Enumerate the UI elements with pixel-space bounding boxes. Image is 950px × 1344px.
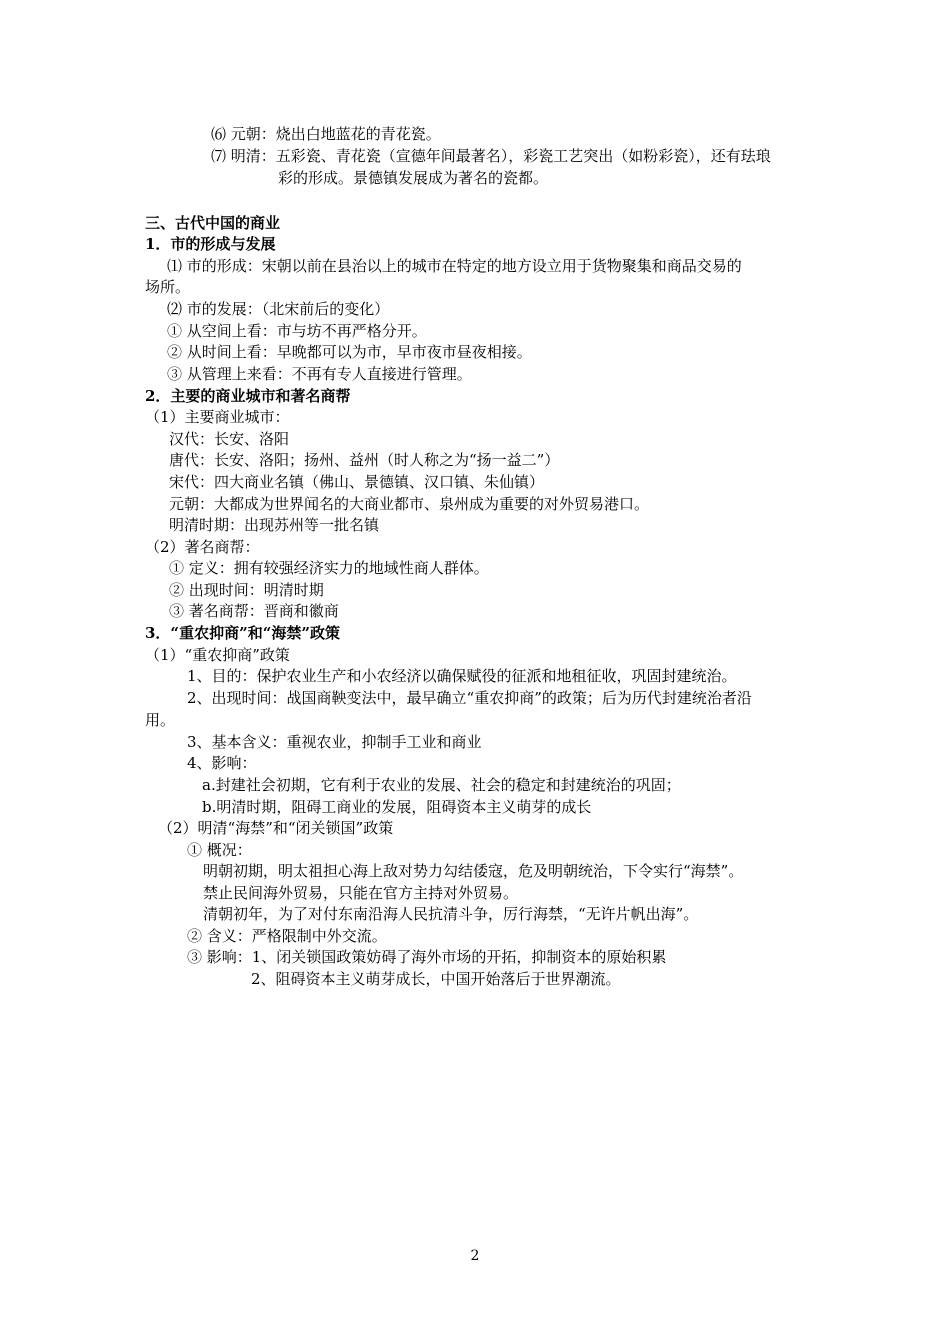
- text-line: 禁止民间海外贸易，只能在官方主持对外贸易。: [203, 884, 519, 902]
- text-line: 清朝初年，为了对付东南沿海人民抗清斗争，厉行海禁，“无许片帆出海”。: [203, 905, 699, 923]
- text-line: ① 定义：拥有较强经济实力的地域性商人群体。: [169, 559, 489, 577]
- text-line: ① 概况：: [187, 841, 252, 859]
- text-line: 1、目的：保护农业生产和小农经济以确保赋役的征派和地租征收，巩固封建统治。: [187, 667, 737, 685]
- text-line: ⑹ 元朝：烧出白地蓝花的青花瓷。: [211, 125, 441, 143]
- text-line: 汉代：长安、洛阳: [169, 430, 290, 448]
- text-line: 场所。: [145, 278, 191, 296]
- text-line: ② 出现时间：明清时期: [169, 581, 324, 599]
- text-line: ① 从空间上看：市与坊不再严格分开。: [167, 322, 427, 340]
- text-line: ⑵ 市的发展：（北宋前后的变化）: [167, 300, 390, 318]
- text-line: （1）主要商业城市：: [145, 408, 290, 426]
- text-line: ⑴ 市的形成：宋朝以前在县治以上的城市在特定的地方设立用于货物聚集和商品交易的: [167, 257, 742, 275]
- text-line: 宋代：四大商业名镇（佛山、景德镇、汉口镇、朱仙镇）: [169, 473, 545, 491]
- text-line: （2）明清“海禁”和“闭关锁国”政策: [158, 819, 394, 837]
- text-line: 3、基本含义：重视农业，抑制手工业和商业: [187, 733, 482, 751]
- text-line: 元朝：大都成为世界闻名的大商业都市、泉州成为重要的对外贸易港口。: [169, 495, 650, 513]
- text-line: b.明清时期，阻碍工商业的发展，阻碍资本主义萌芽的成长: [202, 798, 592, 816]
- text-line: （2）著名商帮：: [145, 538, 260, 556]
- text-line: a.封建社会初期，它有利于农业的发展、社会的稳定和封建统治的巩固；: [202, 776, 681, 794]
- text-line: ② 含义：严格限制中外交流。: [187, 927, 387, 945]
- text-line: 彩的形成。景德镇发展成为著名的瓷都。: [278, 169, 549, 187]
- text-line: 4、影响：: [187, 754, 257, 772]
- text-line: 唐代：长安、洛阳；扬州、益州（时人称之为“扬一益二”）: [169, 451, 560, 469]
- text-line: ③ 影响：1、闭关锁国政策妨碍了海外市场的开拓，抑制资本的原始积累: [187, 948, 667, 966]
- text-line: ② 从时间上看：早晚都可以为市，早市夜市昼夜相接。: [167, 343, 532, 361]
- text-line: ③ 著名商帮：晋商和徽商: [169, 602, 339, 620]
- text-line: 2、阻碍资本主义萌芽成长，中国开始落后于世界潮流。: [251, 970, 621, 988]
- text-line: 用。: [145, 711, 176, 729]
- text-line: 2、出现时间：战国商鞅变法中，最早确立“重农抑商”的政策；后为历代封建统治者沿: [187, 689, 752, 707]
- section-heading: 三、古代中国的商业: [145, 214, 281, 232]
- text-line: ⑺ 明清：五彩瓷、青花瓷（宣德年间最著名），彩瓷工艺突出（如粉彩瓷），还有珐琅: [211, 147, 771, 165]
- subsection-heading: 1．市的形成与发展: [145, 235, 276, 253]
- subsection-heading: 2．主要的商业城市和著名商帮: [145, 387, 351, 405]
- text-line: 明朝初期，明太祖担心海上敌对势力勾结倭寇，危及明朝统治，下令实行“海禁”。: [203, 862, 744, 880]
- text-line: （1）“重农抑商”政策: [145, 646, 290, 664]
- subsection-heading: 3．“重农抑商”和“海禁”政策: [145, 624, 340, 642]
- text-line: ③ 从管理上来看：不再有专人直接进行管理。: [167, 365, 472, 383]
- text-line: 明清时期：出现苏州等一批名镇: [169, 516, 380, 534]
- page-number: 2: [470, 1248, 480, 1264]
